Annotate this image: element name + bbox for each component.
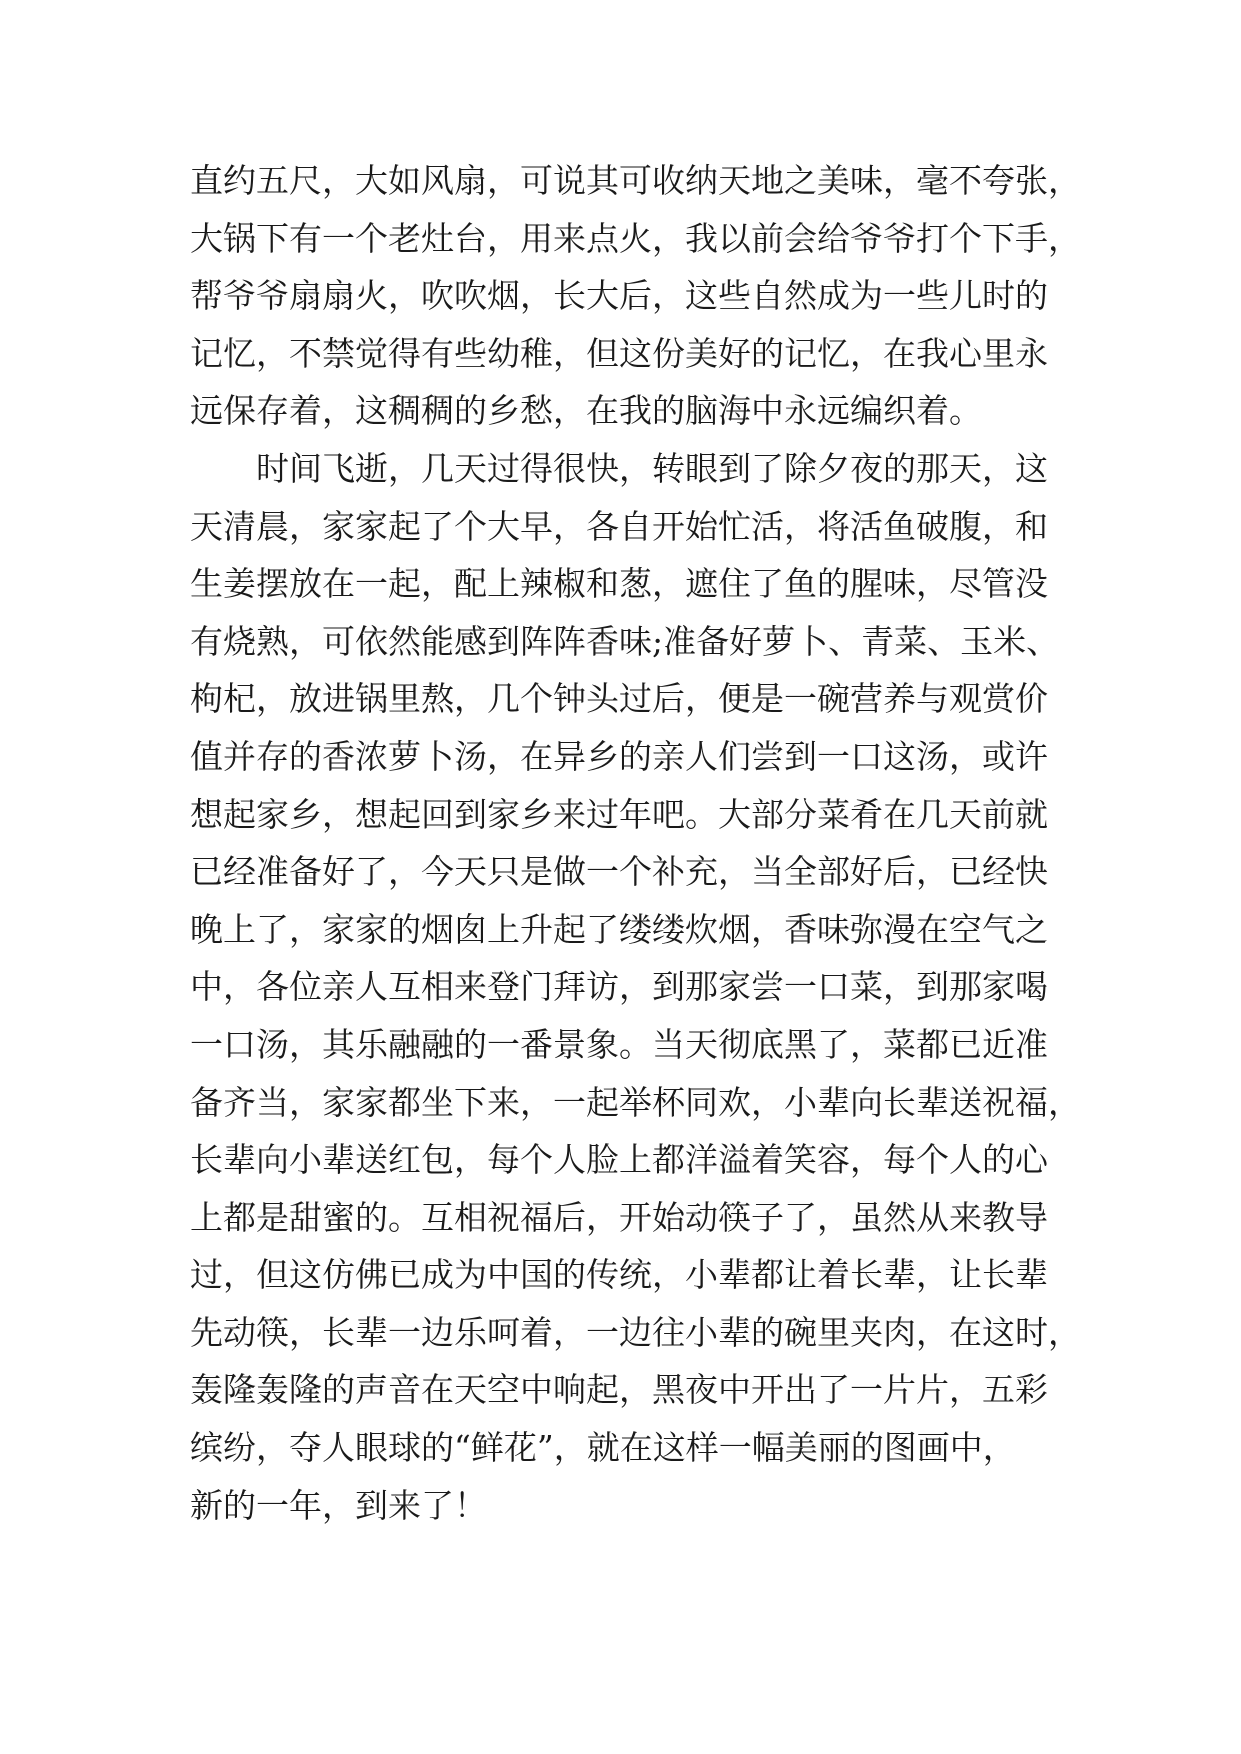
text-line: 有烧熟，可依然能感到阵阵香味;准备好萝卜、青菜、玉米、 — [190, 621, 1060, 661]
body-text — [190, 152, 1081, 1534]
text-line: 备齐当，家家都坐下来，一起举杯同欢，小辈向长辈送祝福， — [190, 1082, 1081, 1122]
text-line: 远保存着，这稠稠的乡愁，在我的脑海中永远编织着。 — [190, 391, 982, 431]
text-line: 直约五尺，大如风扇，可说其可收纳天地之美味，毫不夸张， — [190, 161, 1081, 200]
text-line: 帮爷爷扇扇火，吹吹烟，长大后，这些自然成为一些儿时的 — [190, 276, 1048, 316]
text-line: 上都是甜蜜的。互相祝福后，开始动筷子了，虽然从来教导 — [190, 1197, 1048, 1237]
text-line: 长辈向小辈送红包，每个人脸上都洋溢着笑容，每个人的心 — [190, 1140, 1048, 1180]
text-line: 缤纷，夺人眼球的“鲜花”，就在这样一幅美丽的图画中， — [190, 1428, 1016, 1468]
text-line: 晚上了，家家的烟囱上升起了缕缕炊烟，香味弥漫在空气之 — [190, 909, 1048, 949]
text-line: 先动筷，长辈一边乐呵着，一边往小辈的碗里夹肉，在这时， — [190, 1312, 1081, 1352]
text-line: 生姜摆放在一起，配上辣椒和葱，遮住了鱼的腥味，尽管没 — [190, 564, 1048, 604]
text-line: 中，各位亲人互相来登门拜访，到那家尝一口菜，到那家喝 — [190, 967, 1048, 1007]
text-line: 枸杞，放进锅里熬，几个钟头过后，便是一碗营养与观赏价 — [190, 679, 1048, 719]
text-line: 天清晨，家家起了个大早，各自开始忙活，将活鱼破腹，和 — [190, 506, 1048, 546]
paragraph-first-line: 时间飞逝，几天过得很快，转眼到了除夕夜的那天，这 — [256, 448, 1048, 488]
text-line: 想起家乡，想起回到家乡来过年吧。大部分菜肴在几天前就 — [190, 794, 1048, 834]
text-line: 已经准备好了，今天只是做一个补充，当全部好后，已经快 — [190, 852, 1048, 892]
text-line: 一口汤，其乐融融的一番景象。当天彻底黑了，菜都已近准 — [190, 1024, 1048, 1064]
text-line: 值并存的香浓萝卜汤，在异乡的亲人们尝到一口这汤，或许 — [190, 736, 1048, 776]
text-line: 新的一年，到来了！ — [190, 1485, 487, 1525]
text-line: 过，但这仿佛已成为中国的传统，小辈都让着长辈，让长辈 — [190, 1255, 1048, 1295]
text-line: 轰隆轰隆的声音在天空中响起，黑夜中开出了一片片，五彩 — [190, 1370, 1048, 1410]
text-line: 记忆，不禁觉得有些幼稚，但这份美好的记忆，在我心里永 — [190, 333, 1048, 373]
text-line: 大锅下有一个老灶台，用来点火，我以前会给爷爷打个下手， — [190, 218, 1081, 258]
